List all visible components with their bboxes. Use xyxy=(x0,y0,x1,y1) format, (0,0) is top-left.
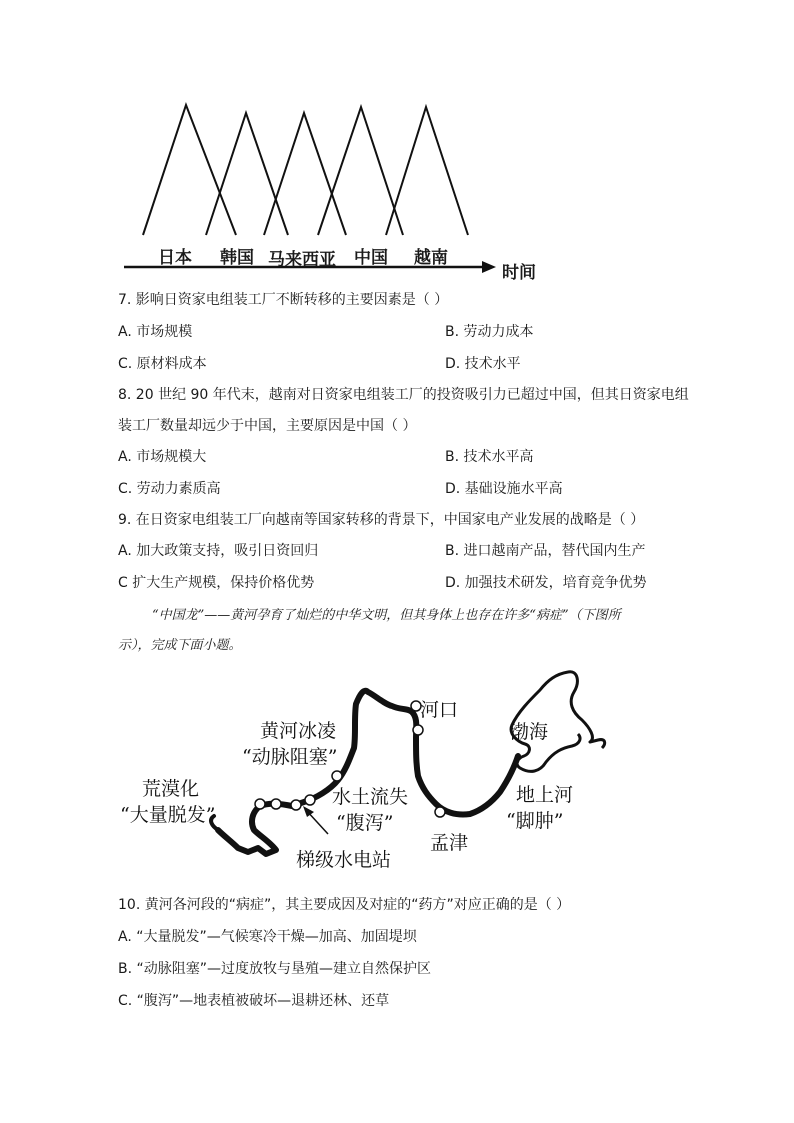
q7-option-c: C. 原材料成本 xyxy=(118,356,207,372)
triangle-malaysia xyxy=(264,113,346,235)
q8-stem-line2: 装工厂数量却远少于中国，主要原因是中国（ ） xyxy=(118,418,417,434)
q7-option-b: B. 劳动力成本 xyxy=(445,324,534,340)
q8-option-b: B. 技术水平高 xyxy=(445,449,534,465)
yellow-river-svg xyxy=(120,660,620,875)
triangle-china xyxy=(318,107,403,235)
station-marker xyxy=(271,799,281,809)
label-erosion-line2: “腹泻” xyxy=(336,812,394,834)
country-label-japan: 日本 xyxy=(158,248,192,268)
q9-stem: 9. 在日资家电组装工厂向越南等国家转移的背景下，中国家电产业发展的战略是（ ） xyxy=(118,512,645,528)
q8-option-c: C. 劳动力素质高 xyxy=(118,481,221,497)
label-desert-line1: 荒漠化 xyxy=(142,778,200,800)
q10-option-b: B. “动脉阻塞”—过度放牧与垦殖—建立自然保护区 xyxy=(118,961,432,977)
q8-option-d: D. 基础设施水平高 xyxy=(445,481,563,497)
intro-line2: 示），完成下面小题。 xyxy=(118,638,242,653)
q10-option-c: C. “腹泻”—地表植被破坏—退耕还林、还草 xyxy=(118,993,390,1009)
country-label-korea: 韩国 xyxy=(220,248,254,268)
triangle-vietnam xyxy=(386,107,468,235)
q9-option-d: D. 加强技术研发，培育竞争优势 xyxy=(445,575,647,591)
q7-option-d: D. 技术水平 xyxy=(445,356,521,372)
q7-stem: 7. 影响日资家电组装工厂不断转移的主要因素是（ ） xyxy=(118,292,449,308)
station-marker xyxy=(435,807,445,817)
q9-option-a: A. 加大政策支持，吸引日资回归 xyxy=(118,543,319,559)
label-bohai: 渤海 xyxy=(510,721,549,743)
q9-option-c: C 扩大生产规模，保持价格优势 xyxy=(118,575,315,591)
q10-option-a: A. “大量脱发”—气候寒冷干燥—加高、加固堤坝 xyxy=(118,929,417,945)
station-marker xyxy=(255,799,265,809)
intro-line1: “中国龙”——黄河孕育了灿烂的中华文明，但其身体上也存在许多“病症”（下图所 xyxy=(152,608,621,623)
label-erosion-line1: 水土流失 xyxy=(332,786,409,808)
country-label-vietnam: 越南 xyxy=(414,248,448,268)
label-mengjin: 孟津 xyxy=(430,832,469,854)
time-axis-arrowhead xyxy=(482,261,496,273)
triangle-japan xyxy=(143,105,236,235)
q8-option-a: A. 市场规模大 xyxy=(118,449,207,465)
label-raised-line1: 地上河 xyxy=(516,784,574,806)
station-marker xyxy=(305,795,315,805)
label-ice-line2: “动脉阻塞” xyxy=(242,746,338,768)
triangle-korea xyxy=(206,113,288,235)
label-raised-line2: “脚肿” xyxy=(506,810,564,832)
country-label-china: 中国 xyxy=(354,248,388,268)
label-desert-line2: “大量脱发” xyxy=(120,804,216,826)
label-hekou: 河口 xyxy=(420,699,459,721)
time-axis-label: 时间 xyxy=(502,263,536,283)
country-label-malaysia: 马来西亚 xyxy=(268,250,336,270)
hydro-pointer-head xyxy=(303,806,314,817)
q8-stem-line1: 8. 20 世纪 90 年代末，越南对日资家电组装工厂的投资吸引力已超过中国，但其日资家电组 xyxy=(118,387,689,403)
label-ice-line1: 黄河冰凌 xyxy=(260,720,337,742)
station-marker xyxy=(413,725,423,735)
station-marker xyxy=(291,800,301,810)
station-marker xyxy=(332,771,342,781)
q7-option-a: A. 市场规模 xyxy=(118,324,193,340)
industry-transfer-figure xyxy=(118,95,536,285)
label-hydro: 梯级水电站 xyxy=(296,849,392,871)
yellow-river-map xyxy=(120,660,620,875)
q9-option-b: B. 进口越南产品，替代国内生产 xyxy=(445,543,646,559)
q10-stem: 10. 黄河各河段的“病症”，其主要成因及对症的“药方”对应正确的是（ ） xyxy=(118,897,571,913)
